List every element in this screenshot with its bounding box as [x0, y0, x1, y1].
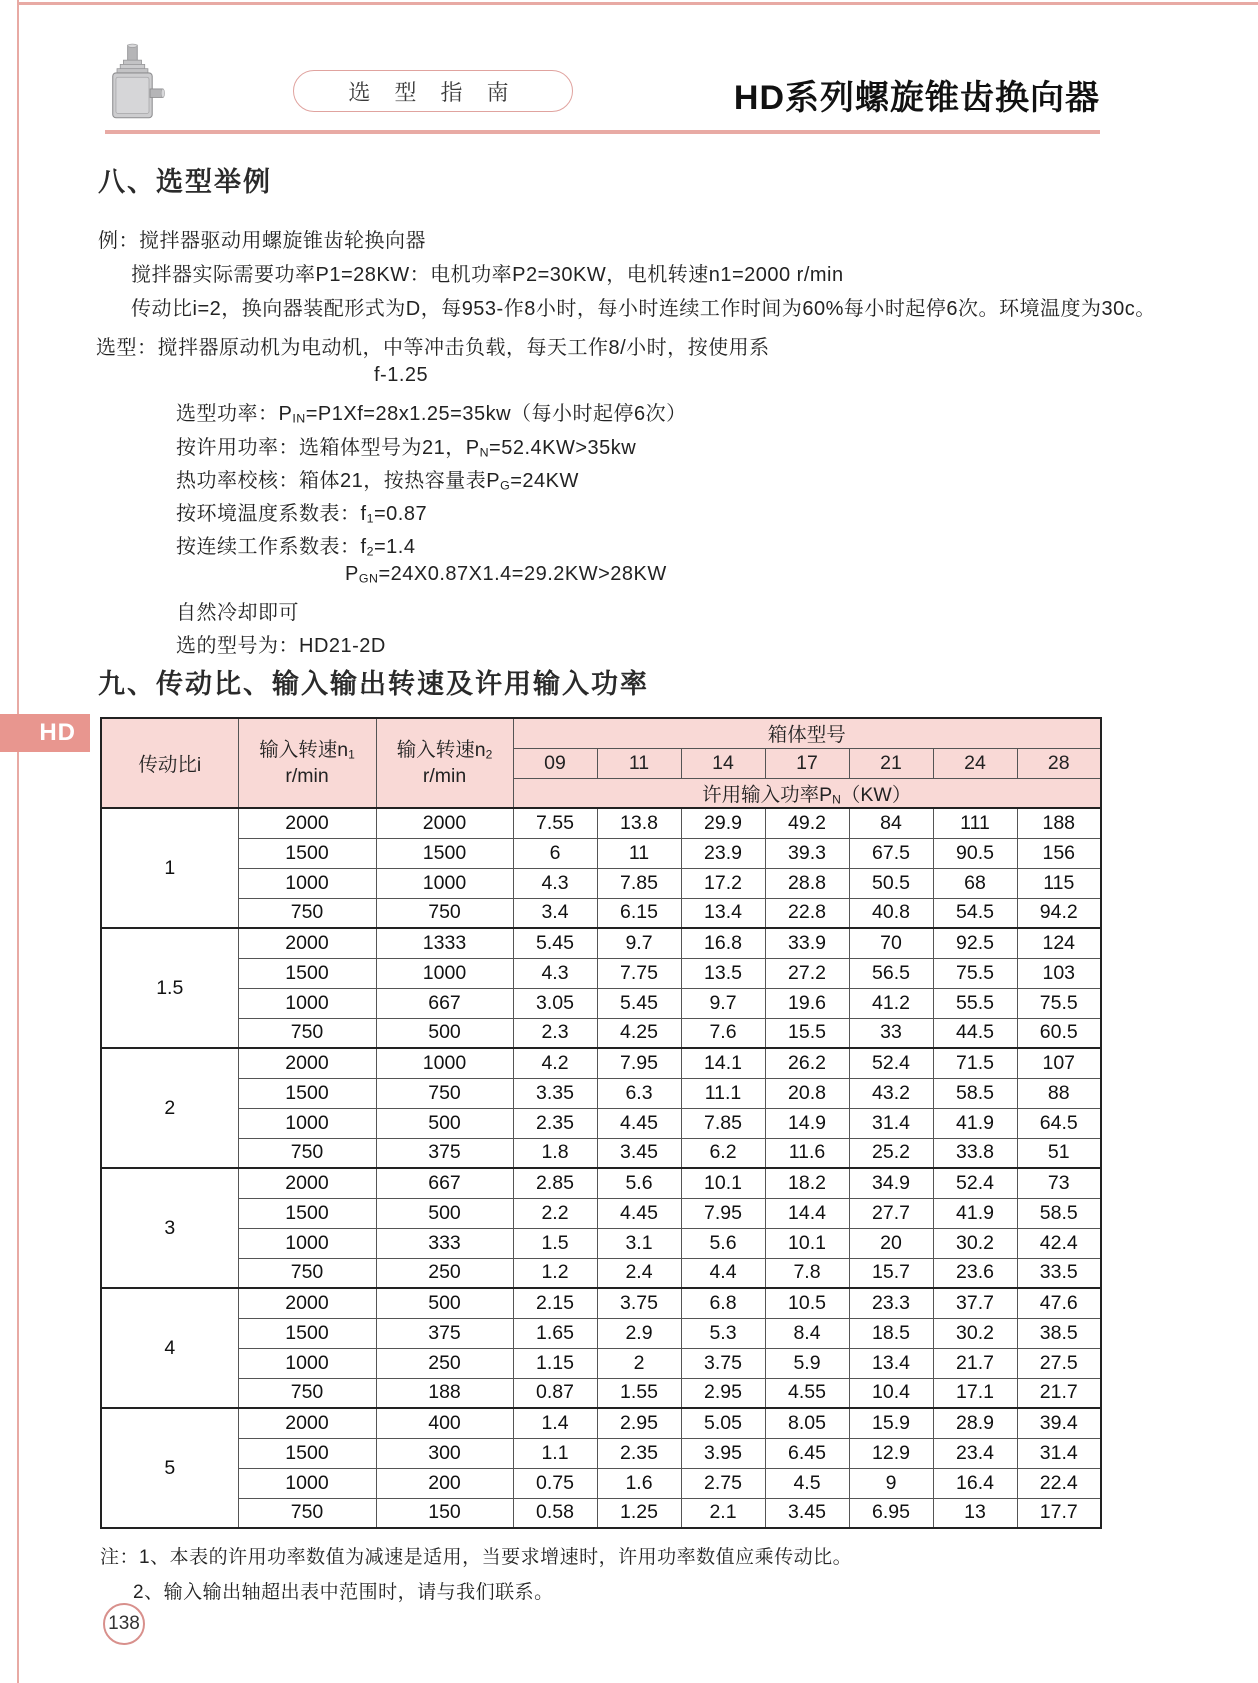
- pn-cell: 4.45: [597, 1108, 681, 1138]
- pn-cell: 14.9: [765, 1108, 849, 1138]
- n1-cell: 2000: [238, 1168, 376, 1198]
- table-row: [101, 1048, 1101, 1078]
- n2-cell: 150: [376, 1498, 513, 1528]
- n2-cell: 188: [376, 1378, 513, 1408]
- model-header-cell: 24: [933, 748, 1017, 778]
- pn-cell: 7.95: [681, 1198, 765, 1228]
- n2-cell: 750: [376, 1078, 513, 1108]
- pn-cell: 6.15: [597, 898, 681, 928]
- pn-cell: 14.1: [681, 1048, 765, 1078]
- table-row: [101, 958, 1101, 988]
- pn-cell: 188: [1017, 808, 1101, 838]
- pn-cell: 17.2: [681, 868, 765, 898]
- n2-cell: 750: [376, 898, 513, 928]
- pn-cell: 4.3: [513, 868, 597, 898]
- pn-cell: 5.9: [765, 1348, 849, 1378]
- pn-cell: 23.3: [849, 1288, 933, 1318]
- pn-cell: 50.5: [849, 868, 933, 898]
- pn-cell: 13: [933, 1498, 1017, 1528]
- model-header-cell: 14: [681, 748, 765, 778]
- n1-cell: 2000: [238, 1288, 376, 1318]
- example-line: 自然冷却即可: [176, 602, 299, 624]
- note-line-2: 2、输入输出轴超出表中范围时，请与我们联系。: [133, 1582, 554, 1603]
- example-line: 传动比i=2，换向器装配形式为D，每953-作8小时，每小时连续工作时间为60%每小时起停6次。环境温度为30c。: [131, 298, 1156, 320]
- pn-cell: 9.7: [681, 988, 765, 1018]
- pn-cell: 26.2: [765, 1048, 849, 1078]
- pn-cell: 94.2: [1017, 898, 1101, 928]
- pn-cell: 60.5: [1017, 1018, 1101, 1048]
- table-row: [101, 1348, 1101, 1378]
- note-line-1: 注：1、本表的许用功率数值为减速是适用，当要求增速时，许用功率数值应乘传动比。: [100, 1547, 853, 1568]
- pn-cell: 6.3: [597, 1078, 681, 1108]
- gearbox-product-image: [100, 42, 166, 122]
- n2-cell: 1000: [376, 1048, 513, 1078]
- pn-cell: 10.1: [765, 1228, 849, 1258]
- pn-cell: 10.5: [765, 1288, 849, 1318]
- pn-cell: 8.05: [765, 1408, 849, 1438]
- n2-cell: 667: [376, 1168, 513, 1198]
- pn-cell: 7.85: [597, 868, 681, 898]
- pn-cell: 0.58: [513, 1498, 597, 1528]
- pn-cell: 37.7: [933, 1288, 1017, 1318]
- pn-cell: 3.75: [681, 1348, 765, 1378]
- ratio-cell: 2: [101, 1048, 238, 1168]
- pn-cell: 2.95: [597, 1408, 681, 1438]
- pn-cell: 41.2: [849, 988, 933, 1018]
- n2-cell: 250: [376, 1258, 513, 1288]
- table-row: [101, 1258, 1101, 1288]
- pn-cell: 29.9: [681, 808, 765, 838]
- section9-heading: 九、传动比、输入输出转速及许用输入功率: [98, 669, 649, 699]
- table-row: [101, 1378, 1101, 1408]
- pn-cell: 4.4: [681, 1258, 765, 1288]
- pn-cell: 70: [849, 928, 933, 958]
- left-accent-line: [17, 0, 19, 1683]
- pn-cell: 2.3: [513, 1018, 597, 1048]
- pn-cell: 3.95: [681, 1438, 765, 1468]
- pn-cell: 13.8: [597, 808, 681, 838]
- pn-cell: 2: [597, 1348, 681, 1378]
- pn-cell: 75.5: [933, 958, 1017, 988]
- pn-cell: 25.2: [849, 1138, 933, 1168]
- calc-line-power: 选型功率：PIN=P1Xf=28x1.25=35kw（每小时起停6次）: [176, 403, 687, 426]
- pn-cell: 58.5: [933, 1078, 1017, 1108]
- n2-cell: 375: [376, 1318, 513, 1348]
- pn-cell: 73: [1017, 1168, 1101, 1198]
- pn-cell: 2.35: [597, 1438, 681, 1468]
- pn-cell: 2.1: [681, 1498, 765, 1528]
- hd-series-tab: HD: [0, 714, 90, 752]
- pn-cell: 18.2: [765, 1168, 849, 1198]
- pn-cell: 111: [933, 808, 1017, 838]
- table-row: [101, 1168, 1101, 1198]
- pn-cell: 44.5: [933, 1018, 1017, 1048]
- pn-cell: 15.7: [849, 1258, 933, 1288]
- n2-cell: 500: [376, 1018, 513, 1048]
- pn-cell: 1.5: [513, 1228, 597, 1258]
- pn-cell: 3.05: [513, 988, 597, 1018]
- example-line: 搅拌器实际需要功率P1=28KW：电机功率P2=30KW，电机转速n1=2000 r/min: [131, 264, 844, 286]
- pn-cell: 20: [849, 1228, 933, 1258]
- table-row: [101, 1018, 1101, 1048]
- pn-cell: 20.8: [765, 1078, 849, 1108]
- pn-cell: 1.4: [513, 1408, 597, 1438]
- model-header-cell: 21: [849, 748, 933, 778]
- n1-cell: 1000: [238, 988, 376, 1018]
- table-row: [101, 988, 1101, 1018]
- calc-line-pgn: PGN=24X0.87X1.4=29.2KW>28KW: [345, 563, 667, 586]
- pn-cell: 71.5: [933, 1048, 1017, 1078]
- calc-line-temp: 按环境温度系数表：f1=0.87: [176, 503, 428, 526]
- pn-cell: 2.35: [513, 1108, 597, 1138]
- pn-cell: 84: [849, 808, 933, 838]
- pn-cell: 0.87: [513, 1378, 597, 1408]
- calc-line-heat: 热功率校核：箱体21，按热容量表PG=24KW: [176, 470, 579, 493]
- n1-cell: 1500: [238, 1078, 376, 1108]
- n2-cell: 1000: [376, 868, 513, 898]
- pn-cell: 14.4: [765, 1198, 849, 1228]
- table-row: [101, 1138, 1101, 1168]
- example-line: 例：搅拌器驱动用螺旋锥齿轮换向器: [98, 230, 426, 252]
- pn-cell: 31.4: [1017, 1438, 1101, 1468]
- pn-cell: 7.55: [513, 808, 597, 838]
- pn-cell: 9.7: [597, 928, 681, 958]
- pn-cell: 1.8: [513, 1138, 597, 1168]
- pn-cell: 10.1: [681, 1168, 765, 1198]
- pn-cell: 92.5: [933, 928, 1017, 958]
- pn-cell: 23.9: [681, 838, 765, 868]
- model-header-cell: 11: [597, 748, 681, 778]
- pn-cell: 41.9: [933, 1198, 1017, 1228]
- page-number-badge: 138: [103, 1603, 145, 1645]
- pn-cell: 5.45: [597, 988, 681, 1018]
- table-row: [101, 1498, 1101, 1528]
- pn-cell: 16.4: [933, 1468, 1017, 1498]
- header-rule: [105, 130, 1100, 134]
- calc-line-cont: 按连续工作系数表：f2=1.4: [176, 536, 416, 559]
- ratio-cell: 1.5: [101, 928, 238, 1048]
- pn-cell: 13.4: [849, 1348, 933, 1378]
- n1-cell: 1500: [238, 1198, 376, 1228]
- pn-cell: 115: [1017, 868, 1101, 898]
- n2-cell: 200: [376, 1468, 513, 1498]
- pn-cell: 28.8: [765, 868, 849, 898]
- n2-cell: 667: [376, 988, 513, 1018]
- pn-cell: 1.15: [513, 1348, 597, 1378]
- pn-cell: 156: [1017, 838, 1101, 868]
- pn-cell: 30.2: [933, 1228, 1017, 1258]
- calc-line-allow: 按许用功率：选箱体型号为21，PN=52.4KW>35kw: [176, 437, 637, 460]
- n1-cell: 1000: [238, 1228, 376, 1258]
- pn-cell: 27.7: [849, 1198, 933, 1228]
- pn-cell: 2.2: [513, 1198, 597, 1228]
- pn-cell: 3.35: [513, 1078, 597, 1108]
- pn-cell: 7.75: [597, 958, 681, 988]
- pn-cell: 33: [849, 1018, 933, 1048]
- n1-cell: 1500: [238, 1438, 376, 1468]
- col-header-n2: 输入转速$n_2$ r/min: [376, 718, 513, 808]
- pn-cell: 6.45: [765, 1438, 849, 1468]
- pn-cell: 52.4: [933, 1168, 1017, 1198]
- n1-cell: 1000: [238, 1348, 376, 1378]
- table-row: [101, 868, 1101, 898]
- n1-cell: 1000: [238, 1108, 376, 1138]
- pn-cell: 4.5: [765, 1468, 849, 1498]
- pn-cell: 12.9: [849, 1438, 933, 1468]
- pn-cell: 30.2: [933, 1318, 1017, 1348]
- pn-cell: 23.6: [933, 1258, 1017, 1288]
- pn-cell: 34.9: [849, 1168, 933, 1198]
- n2-cell: 300: [376, 1438, 513, 1468]
- pn-cell: 1.6: [597, 1468, 681, 1498]
- power-table-wrap: [100, 717, 1102, 1529]
- col-header-ratio: 传动比i: [101, 718, 238, 808]
- pn-cell: 124: [1017, 928, 1101, 958]
- n1-cell: 750: [238, 1258, 376, 1288]
- model-header-cell: 28: [1017, 748, 1101, 778]
- pn-cell: 52.4: [849, 1048, 933, 1078]
- n1-cell: 1500: [238, 1318, 376, 1348]
- pn-cell: 27.2: [765, 958, 849, 988]
- n1-cell: 2000: [238, 808, 376, 838]
- n2-cell: 500: [376, 1198, 513, 1228]
- pn-cell: 33.9: [765, 928, 849, 958]
- table-row: [101, 1288, 1101, 1318]
- pn-cell: 11.1: [681, 1078, 765, 1108]
- ratio-cell: 4: [101, 1288, 238, 1408]
- n2-cell: 1000: [376, 958, 513, 988]
- pn-cell: 33.8: [933, 1138, 1017, 1168]
- pn-cell: 3.75: [597, 1288, 681, 1318]
- pn-cell: 3.4: [513, 898, 597, 928]
- pn-cell: 47.6: [1017, 1288, 1101, 1318]
- table-row: [101, 1078, 1101, 1108]
- pn-cell: 43.2: [849, 1078, 933, 1108]
- pn-cell: 39.4: [1017, 1408, 1101, 1438]
- pn-cell: 18.5: [849, 1318, 933, 1348]
- pn-cell: 1.2: [513, 1258, 597, 1288]
- pn-cell: 107: [1017, 1048, 1101, 1078]
- n1-cell: 2000: [238, 1048, 376, 1078]
- pn-cell: 5.05: [681, 1408, 765, 1438]
- pn-cell: 15.5: [765, 1018, 849, 1048]
- table-row: [101, 898, 1101, 928]
- pn-cell: 17.7: [1017, 1498, 1101, 1528]
- pn-cell: 7.85: [681, 1108, 765, 1138]
- pn-cell: 42.4: [1017, 1228, 1101, 1258]
- pn-cell: 5.6: [597, 1168, 681, 1198]
- top-accent-line: [17, 2, 1258, 5]
- n2-cell: 1333: [376, 928, 513, 958]
- n2-cell: 500: [376, 1288, 513, 1318]
- power-table: [100, 717, 1102, 1529]
- n1-cell: 2000: [238, 1408, 376, 1438]
- n2-cell: 500: [376, 1108, 513, 1138]
- pn-cell: 40.8: [849, 898, 933, 928]
- table-row: [101, 1228, 1101, 1258]
- table-row: [101, 808, 1101, 838]
- n2-cell: 375: [376, 1138, 513, 1168]
- pn-cell: 3.45: [765, 1498, 849, 1528]
- example-line: 选的型号为：HD21-2D: [176, 635, 386, 657]
- pn-cell: 2.75: [681, 1468, 765, 1498]
- n1-cell: 750: [238, 1138, 376, 1168]
- pn-cell: 33.5: [1017, 1258, 1101, 1288]
- pn-cell: 27.5: [1017, 1348, 1101, 1378]
- pn-cell: 7.8: [765, 1258, 849, 1288]
- pn-cell: 6.8: [681, 1288, 765, 1318]
- n1-cell: 750: [238, 898, 376, 928]
- section8-heading: 八、选型举例: [98, 167, 272, 197]
- n1-cell: 1500: [238, 958, 376, 988]
- pn-cell: 2.4: [597, 1258, 681, 1288]
- n1-cell: 2000: [238, 928, 376, 958]
- pn-cell: 0.75: [513, 1468, 597, 1498]
- pn-cell: 8.4: [765, 1318, 849, 1348]
- pn-cell: 5.45: [513, 928, 597, 958]
- pn-cell: 51: [1017, 1138, 1101, 1168]
- n1-cell: 750: [238, 1378, 376, 1408]
- pn-cell: 4.2: [513, 1048, 597, 1078]
- n2-cell: 333: [376, 1228, 513, 1258]
- pn-cell: 2.9: [597, 1318, 681, 1348]
- pn-cell: 38.5: [1017, 1318, 1101, 1348]
- pn-cell: 22.8: [765, 898, 849, 928]
- pn-cell: 55.5: [933, 988, 1017, 1018]
- n1-cell: 1000: [238, 1468, 376, 1498]
- pn-cell: 75.5: [1017, 988, 1101, 1018]
- pn-cell: 7.6: [681, 1018, 765, 1048]
- pn-cell: 6.2: [681, 1138, 765, 1168]
- pn-cell: 22.4: [1017, 1468, 1101, 1498]
- ratio-cell: 1: [101, 808, 238, 928]
- pn-cell: 3.1: [597, 1228, 681, 1258]
- table-row: [101, 1468, 1101, 1498]
- pn-cell: 5.6: [681, 1228, 765, 1258]
- pn-cell: 15.9: [849, 1408, 933, 1438]
- pn-cell: 1.55: [597, 1378, 681, 1408]
- pn-cell: 1.25: [597, 1498, 681, 1528]
- pn-cell: 4.25: [597, 1018, 681, 1048]
- pn-cell: 4.55: [765, 1378, 849, 1408]
- pn-cell: 54.5: [933, 898, 1017, 928]
- n1-cell: 1500: [238, 838, 376, 868]
- pn-cell: 13.5: [681, 958, 765, 988]
- pn-cell: 31.4: [849, 1108, 933, 1138]
- pn-cell: 88: [1017, 1078, 1101, 1108]
- ratio-cell: 5: [101, 1408, 238, 1528]
- example-line: 选型：搅拌器原动机为电动机，中等冲击负载，每天工作8/小时，按使用系: [96, 337, 770, 359]
- pn-cell: 2.15: [513, 1288, 597, 1318]
- n2-cell: 250: [376, 1348, 513, 1378]
- pn-cell: 6.95: [849, 1498, 933, 1528]
- n2-cell: 2000: [376, 808, 513, 838]
- table-row: [101, 1318, 1101, 1348]
- n1-cell: 1000: [238, 868, 376, 898]
- n2-cell: 1500: [376, 838, 513, 868]
- pn-cell: 67.5: [849, 838, 933, 868]
- model-header-cell: 09: [513, 748, 597, 778]
- pn-cell: 11.6: [765, 1138, 849, 1168]
- pn-cell: 21.7: [1017, 1378, 1101, 1408]
- pn-cell: 64.5: [1017, 1108, 1101, 1138]
- pn-cell: 9: [849, 1468, 933, 1498]
- pn-cell: 2.95: [681, 1378, 765, 1408]
- pn-cell: 23.4: [933, 1438, 1017, 1468]
- pn-cell: 28.9: [933, 1408, 1017, 1438]
- pn-cell: 5.3: [681, 1318, 765, 1348]
- pn-header: 许用输入功率$P_N(KW)$: [513, 778, 1101, 808]
- pn-cell: 56.5: [849, 958, 933, 988]
- pn-cell: 103: [1017, 958, 1101, 988]
- n2-cell: 400: [376, 1408, 513, 1438]
- box-model-header: 箱体型号: [513, 718, 1101, 748]
- pn-cell: 2.85: [513, 1168, 597, 1198]
- pn-cell: 1.65: [513, 1318, 597, 1348]
- selection-guide-badge: 选 型 指 南: [293, 70, 573, 112]
- pn-cell: 4.45: [597, 1198, 681, 1228]
- pn-cell: 1.1: [513, 1438, 597, 1468]
- pn-cell: 49.2: [765, 808, 849, 838]
- pn-cell: 19.6: [765, 988, 849, 1018]
- table-row: [101, 838, 1101, 868]
- pn-cell: 41.9: [933, 1108, 1017, 1138]
- pn-cell: 39.3: [765, 838, 849, 868]
- col-header-n1: 输入转速$n_1$ r/min: [238, 718, 376, 808]
- table-row: [101, 1198, 1101, 1228]
- table-row: [101, 1408, 1101, 1438]
- pn-cell: 4.3: [513, 958, 597, 988]
- pn-cell: 10.4: [849, 1378, 933, 1408]
- pn-cell: 7.95: [597, 1048, 681, 1078]
- model-header-cell: 17: [765, 748, 849, 778]
- pn-cell: 21.7: [933, 1348, 1017, 1378]
- pn-cell: 17.1: [933, 1378, 1017, 1408]
- pn-cell: 58.5: [1017, 1198, 1101, 1228]
- n1-cell: 750: [238, 1498, 376, 1528]
- table-row: [101, 1108, 1101, 1138]
- pn-cell: 16.8: [681, 928, 765, 958]
- table-row: [101, 928, 1101, 958]
- example-line: f-1.25: [374, 364, 429, 386]
- pn-cell: 11: [597, 838, 681, 868]
- pn-cell: 68: [933, 868, 1017, 898]
- pn-cell: 13.4: [681, 898, 765, 928]
- pn-cell: 3.45: [597, 1138, 681, 1168]
- ratio-cell: 3: [101, 1168, 238, 1288]
- pn-cell: 90.5: [933, 838, 1017, 868]
- pn-cell: 6: [513, 838, 597, 868]
- page-title: HD系列螺旋锥齿换向器: [733, 79, 1100, 117]
- n1-cell: 750: [238, 1018, 376, 1048]
- table-row: [101, 1438, 1101, 1468]
